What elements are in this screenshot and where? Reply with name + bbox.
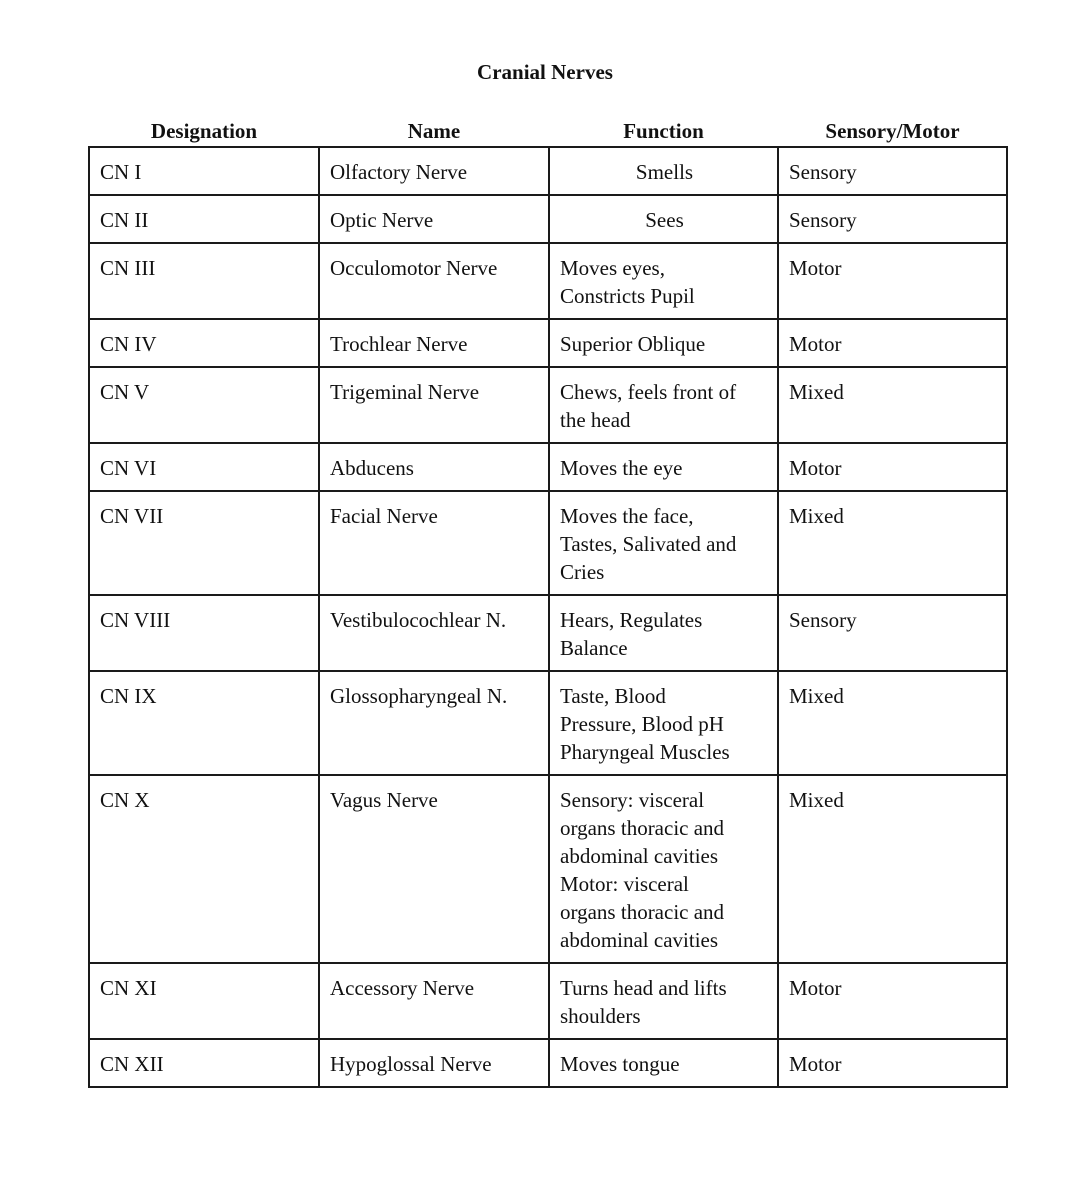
cell-name: Occulomotor Nerve: [319, 243, 549, 319]
column-header-function: Function: [549, 112, 778, 147]
cell-function: Moves the eye: [549, 443, 778, 491]
cell-designation: CN VIII: [89, 595, 319, 671]
column-header-designation: Designation: [89, 112, 319, 147]
cranial-nerves-table-wrapper: [88, 112, 1006, 1088]
cell-designation: CN I: [89, 147, 319, 195]
table-row: [89, 195, 1007, 243]
cell-name: Vestibulocochlear N.: [319, 595, 549, 671]
cell-name: Glossopharyngeal N.: [319, 671, 549, 775]
cell-type: Sensory: [778, 595, 1007, 671]
cell-designation: CN IX: [89, 671, 319, 775]
column-header-name: Name: [319, 112, 549, 147]
cell-type: Mixed: [778, 367, 1007, 443]
cell-function: Moves the face, Tastes, Salivated and Cries: [549, 491, 778, 595]
table-row: [89, 1039, 1007, 1087]
table-row: [89, 595, 1007, 671]
cell-function: Moves tongue: [549, 1039, 778, 1087]
cell-type: Motor: [778, 243, 1007, 319]
cell-designation: CN XII: [89, 1039, 319, 1087]
cell-function: Hears, Regulates Balance: [549, 595, 778, 671]
cell-name: Olfactory Nerve: [319, 147, 549, 195]
cell-function: Chews, feels front of the head: [549, 367, 778, 443]
cell-function: Smells: [549, 147, 778, 195]
cell-designation: CN II: [89, 195, 319, 243]
table-row: [89, 491, 1007, 595]
cell-function: Superior Oblique: [549, 319, 778, 367]
table-row: [89, 963, 1007, 1039]
cell-function: Taste, Blood Pressure, Blood pH Pharyngeal Muscles: [549, 671, 778, 775]
cell-type: Motor: [778, 443, 1007, 491]
cell-type: Mixed: [778, 775, 1007, 963]
cell-designation: CN XI: [89, 963, 319, 1039]
cell-type: Motor: [778, 963, 1007, 1039]
cell-type: Sensory: [778, 147, 1007, 195]
cranial-nerves-table: [88, 112, 1008, 1088]
cell-name: Facial Nerve: [319, 491, 549, 595]
table-row: [89, 443, 1007, 491]
column-header-sensory-motor: Sensory/Motor: [778, 112, 1007, 147]
cell-function: Turns head and lifts shoulders: [549, 963, 778, 1039]
cell-type: Motor: [778, 1039, 1007, 1087]
cell-function: Sensory: visceral organs thoracic and abdominal cavities Motor: visceral organs thoracic and abdominal cavities: [549, 775, 778, 963]
cell-type: Motor: [778, 319, 1007, 367]
table-header-row: [89, 112, 1007, 147]
cell-designation: CN IV: [89, 319, 319, 367]
cell-function: Moves eyes, Constricts Pupil: [549, 243, 778, 319]
cell-type: Mixed: [778, 671, 1007, 775]
cell-name: Hypoglossal Nerve: [319, 1039, 549, 1087]
cell-designation: CN VI: [89, 443, 319, 491]
cell-designation: CN V: [89, 367, 319, 443]
cell-name: Trochlear Nerve: [319, 319, 549, 367]
cell-designation: CN III: [89, 243, 319, 319]
table-row: [89, 147, 1007, 195]
cell-name: Optic Nerve: [319, 195, 549, 243]
cell-function: Sees: [549, 195, 778, 243]
table-row: [89, 775, 1007, 963]
cell-name: Trigeminal Nerve: [319, 367, 549, 443]
table-row: [89, 243, 1007, 319]
cell-type: Mixed: [778, 491, 1007, 595]
cell-designation: CN VII: [89, 491, 319, 595]
cell-designation: CN X: [89, 775, 319, 963]
cell-name: Abducens: [319, 443, 549, 491]
cell-type: Sensory: [778, 195, 1007, 243]
cell-name: Vagus Nerve: [319, 775, 549, 963]
table-row: [89, 671, 1007, 775]
table-row: [89, 367, 1007, 443]
table-row: [89, 319, 1007, 367]
cell-name: Accessory Nerve: [319, 963, 549, 1039]
document-title: Cranial Nerves: [477, 60, 613, 84]
